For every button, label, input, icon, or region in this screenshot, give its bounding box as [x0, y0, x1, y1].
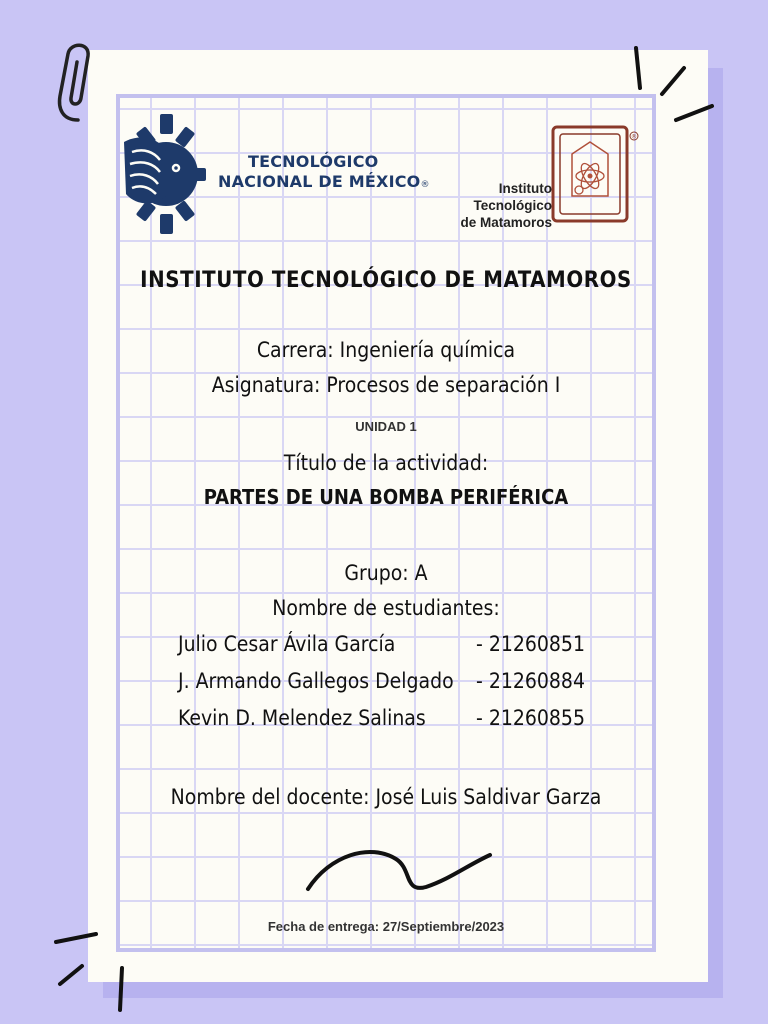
paperclip-icon: [48, 36, 108, 126]
student-row: [178, 706, 598, 743]
carrera-line: Carrera: Ingeniería química: [256, 338, 516, 362]
student-name: J. Armando Gallegos Delgado: [178, 669, 454, 693]
itm-line1: Instituto: [498, 181, 552, 196]
students-list: [178, 632, 598, 743]
decorative-strokes-top-right: [620, 40, 720, 130]
tecnm-line1: TECNOLÓGICO: [248, 152, 379, 171]
student-name: Julio Cesar Ávila García: [178, 632, 396, 656]
itm-line2: Tecnológico: [473, 198, 552, 213]
student-row: [178, 632, 598, 669]
asignatura-line: Asignatura: Procesos de separación I: [211, 373, 561, 397]
itm-seal-icon: [550, 124, 640, 224]
squiggle-decoration: [300, 845, 500, 905]
student-id: - 21260884: [476, 669, 585, 693]
titulo-label: Título de la actividad:: [283, 451, 489, 475]
unidad-label: UNIDAD 1: [355, 419, 417, 434]
registered-mark: ®: [420, 180, 430, 190]
student-row: [178, 669, 598, 706]
institution-title: INSTITUTO TECNOLÓGICO DE MATAMOROS: [140, 268, 632, 293]
decorative-strokes-bottom-left: [50, 920, 150, 1020]
grupo-line: Grupo: A: [344, 561, 428, 585]
tecnm-line2: NACIONAL DE MÉXICO®: [218, 172, 430, 191]
itm-line3: de Matamoros: [460, 215, 552, 230]
delivery-date: Fecha de entrega: 27/Septiembre/2023: [267, 919, 505, 934]
tecnm-logo-text: [218, 152, 430, 195]
student-name: Kevin D. Melendez Salinas: [178, 706, 426, 730]
docente-line: Nombre del docente: José Luis Saldivar Garza: [170, 785, 602, 809]
students-label: Nombre de estudiantes:: [272, 596, 500, 620]
itm-registered-mark: ®: [631, 133, 637, 141]
tecnm-logo-icon: [122, 112, 206, 236]
student-id: - 21260851: [476, 632, 585, 656]
student-id: - 21260855: [476, 706, 585, 730]
activity-title: PARTES DE UNA BOMBA PERIFÉRICA: [203, 485, 569, 509]
itm-logo-text: [444, 180, 552, 231]
